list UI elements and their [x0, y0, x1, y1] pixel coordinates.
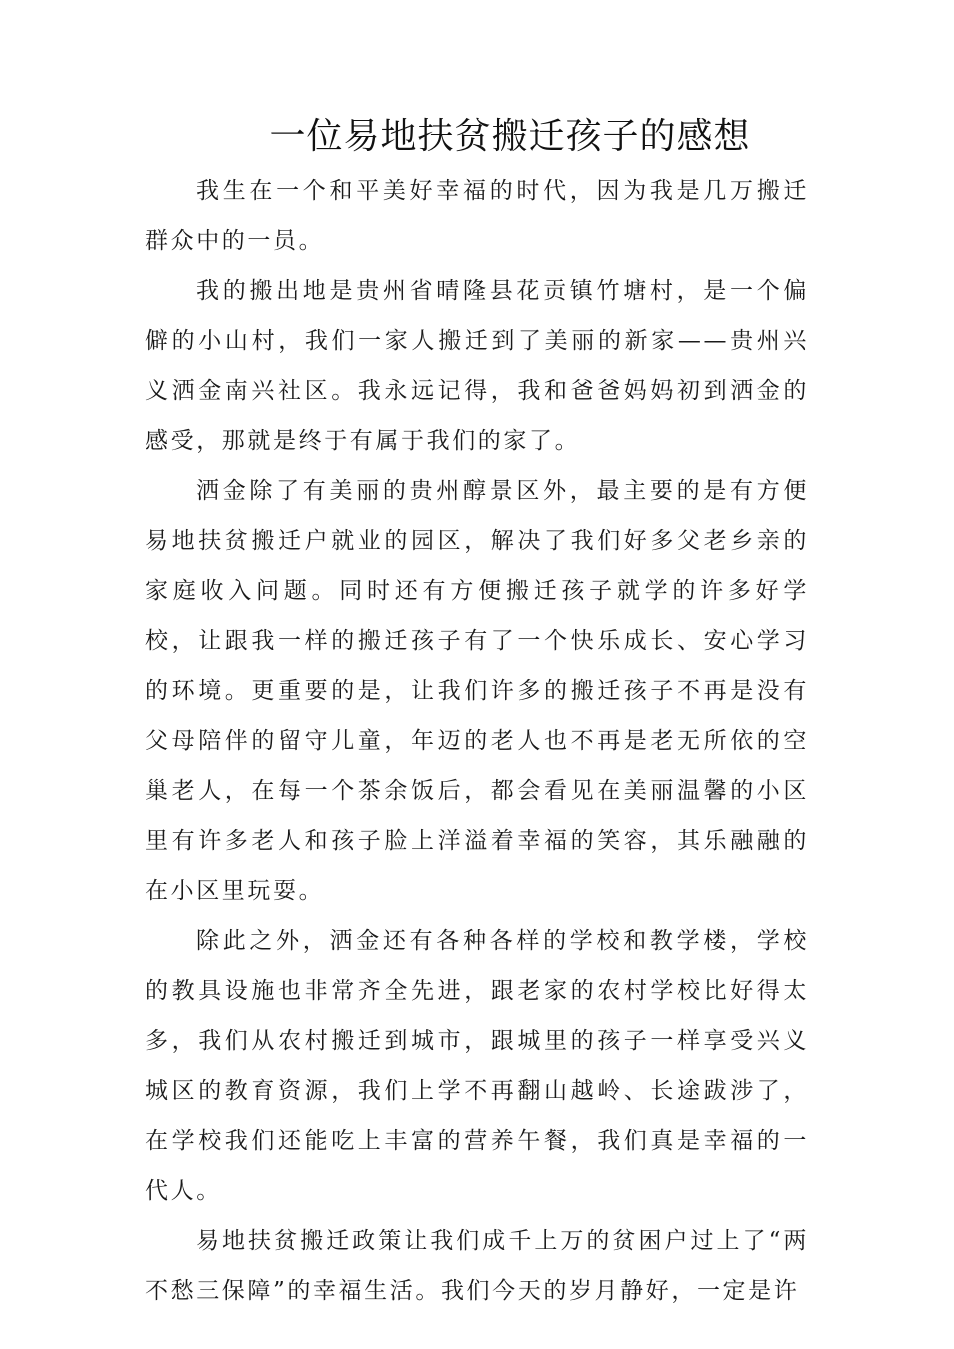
document-title: 一位易地扶贫搬迁孩子的感想	[269, 116, 751, 157]
paragraph-2: 我的搬出地是贵州省晴隆县花贡镇竹塘村，是一个偏僻的小山村，我们一家人搬迁到了美丽的新家——贵州兴义洒金南兴社区。我永远记得，我和爸爸妈妈初到洒金的感受，那就是终于有属于我们的家了。	[145, 278, 809, 454]
paragraph-3: 洒金除了有美丽的贵州醇景区外，最主要的是有方便易地扶贫搬迁户就业的园区，解决了我们好多父老乡亲的家庭收入问题。同时还有方便搬迁孩子就学的许多好学校，让跟我一样的搬迁孩子有了一个快乐成长、安心学习的环境。更重要的是，让我们许多的搬迁孩子不再是没有父母陪伴的留守儿童，年迈的老人也不再是老无所依的空巢老人，在每一个茶余饭后，都会看见在美丽温馨的小区里有许多老人和孩子脸上洋溢着幸福的笑容，其乐融融的在小区里玩耍。	[145, 478, 809, 904]
paragraph-4: 除此之外，洒金还有各种各样的学校和教学楼，学校的教具设施也非常齐全先进，跟老家的农村学校比好得太多，我们从农村搬迁到城市，跟城里的孩子一样享受兴义城区的教育资源，我们上学不再翻山越岭、长途跋涉了，在学校我们还能吃上丰富的营养午餐，我们真是幸福的一代人。	[145, 928, 809, 1204]
paragraph-5: 易地扶贫搬迁政策让我们成千上万的贫困户过上了“两不愁三保障”的幸福生活。我们今天的岁月静好，一定是许	[145, 1228, 809, 1304]
paragraph-1: 我生在一个和平美好幸福的时代，因为我是几万搬迁群众中的一员。	[145, 178, 809, 254]
document-body	[145, 166, 809, 1316]
